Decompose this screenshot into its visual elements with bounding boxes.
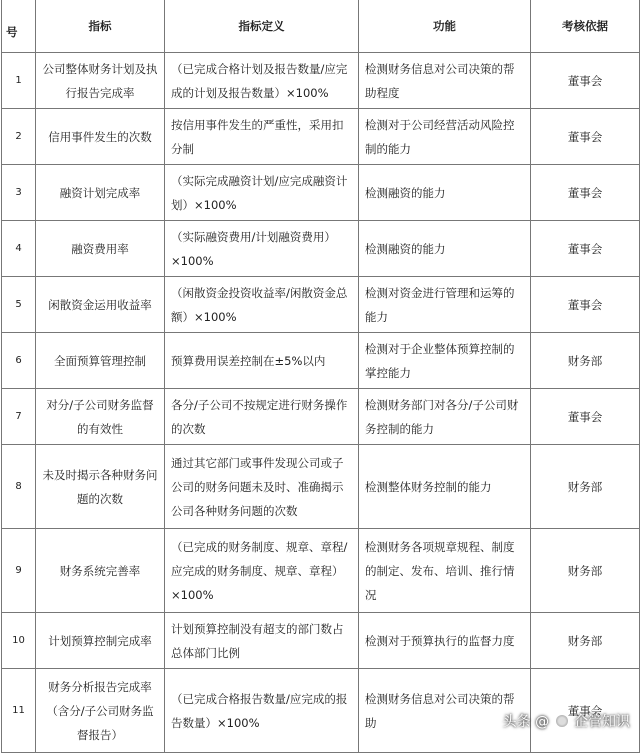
row-basis: 财务部 [531, 613, 640, 669]
row-definition: 通过其它部门或事件发现公司或子公司的财务问题未及时、准确揭示公司各种财务问题的次数 [165, 445, 359, 529]
row-no: 7 [2, 389, 36, 445]
watermark-at: @ [535, 714, 550, 730]
row-no: 3 [2, 165, 36, 221]
row-basis: 董事会 [531, 389, 640, 445]
table-row [2, 221, 640, 277]
row-no: 1 [2, 53, 36, 109]
row-basis: 财务部 [531, 529, 640, 613]
row-no: 8 [2, 445, 36, 529]
row-basis: 财务部 [531, 333, 640, 389]
row-basis: 董事会 [531, 277, 640, 333]
row-function: 检测融资的能力 [359, 221, 531, 277]
row-name: 信用事件发生的次数 [36, 109, 165, 165]
row-function: 检测对资金进行管理和运筹的能力 [359, 277, 531, 333]
row-name: 闲散资金运用收益率 [36, 277, 165, 333]
row-no: 10 [2, 613, 36, 669]
row-no: 4 [2, 221, 36, 277]
table-header-row [2, 0, 640, 53]
table-row [2, 109, 640, 165]
table-row [2, 529, 640, 613]
row-definition: （闲散资金投资收益率/闲散资金总额）×100% [165, 277, 359, 333]
row-definition: （实际完成融资计划/应完成融资计划）×100% [165, 165, 359, 221]
row-basis: 董事会 [531, 53, 640, 109]
row-name: 全面预算管理控制 [36, 333, 165, 389]
header-basis: 考核依据 [531, 0, 640, 53]
row-no: 6 [2, 333, 36, 389]
header-function: 功能 [359, 0, 531, 53]
header-no: 号 [2, 0, 36, 53]
row-function: 检测对于公司经营活动风险控制的能力 [359, 109, 531, 165]
table-row [2, 333, 640, 389]
row-name: 计划预算控制完成率 [36, 613, 165, 669]
watermark-prefix: 头条 [502, 714, 531, 730]
row-definition: （已完成合格报告数量/应完成的报告数量）×100% [165, 669, 359, 753]
row-name: 财务系统完善率 [36, 529, 165, 613]
row-name: 融资计划完成率 [36, 165, 165, 221]
row-name: 公司整体财务计划及执行报告完成率 [36, 53, 165, 109]
row-function: 检测财务各项规章规程、制度的制定、发布、培训、推行情况 [359, 529, 531, 613]
row-no: 9 [2, 529, 36, 613]
row-definition: 各分/子公司不按规定进行财务操作的次数 [165, 389, 359, 445]
channel-logo-icon [556, 715, 568, 727]
table-row [2, 53, 640, 109]
row-function: 检测对于企业整体预算控制的掌控能力 [359, 333, 531, 389]
row-name: 融资费用率 [36, 221, 165, 277]
row-definition: 计划预算控制没有超支的部门数占总体部门比例 [165, 613, 359, 669]
row-function: 检测整体财务控制的能力 [359, 445, 531, 529]
header-name: 指标 [36, 0, 165, 53]
row-name: 财务分析报告完成率（含分/子公司财务监督报告） [36, 669, 165, 753]
row-function: 检测财务信息对公司决策的帮助 [359, 669, 531, 753]
row-no: 11 [2, 669, 36, 753]
watermark-name: 企管知识 [574, 714, 630, 730]
row-definition: （已完成合格计划及报告数量/应完成的计划及报告数量）×100% [165, 53, 359, 109]
row-name: 未及时揭示各种财务问题的次数 [36, 445, 165, 529]
row-definition: （已完成的财务制度、规章、章程/应完成的财务制度、规章、章程）×100% [165, 529, 359, 613]
row-function: 检测财务部门对各分/子公司财务控制的能力 [359, 389, 531, 445]
header-definition: 指标定义 [165, 0, 359, 53]
row-basis: 董事会 [531, 165, 640, 221]
row-no: 2 [2, 109, 36, 165]
row-basis: 董事会 [531, 221, 640, 277]
watermark [503, 711, 630, 731]
row-definition: （实际融资费用/计划融资费用）×100% [165, 221, 359, 277]
row-no: 5 [2, 277, 36, 333]
kpi-table [1, 0, 640, 753]
table-row [2, 389, 640, 445]
row-name: 对分/子公司财务监督的有效性 [36, 389, 165, 445]
row-basis: 财务部 [531, 445, 640, 529]
table-row [2, 165, 640, 221]
table-row [2, 613, 640, 669]
row-function: 检测财务信息对公司决策的帮助程度 [359, 53, 531, 109]
row-definition: 预算费用误差控制在±5%以内 [165, 333, 359, 389]
row-function: 检测对于预算执行的监督力度 [359, 613, 531, 669]
row-basis: 董事会 [531, 109, 640, 165]
row-definition: 按信用事件发生的严重性，采用扣分制 [165, 109, 359, 165]
table-row [2, 277, 640, 333]
row-function: 检测融资的能力 [359, 165, 531, 221]
row-basis: 董事会 [531, 669, 640, 753]
table-row [2, 445, 640, 529]
